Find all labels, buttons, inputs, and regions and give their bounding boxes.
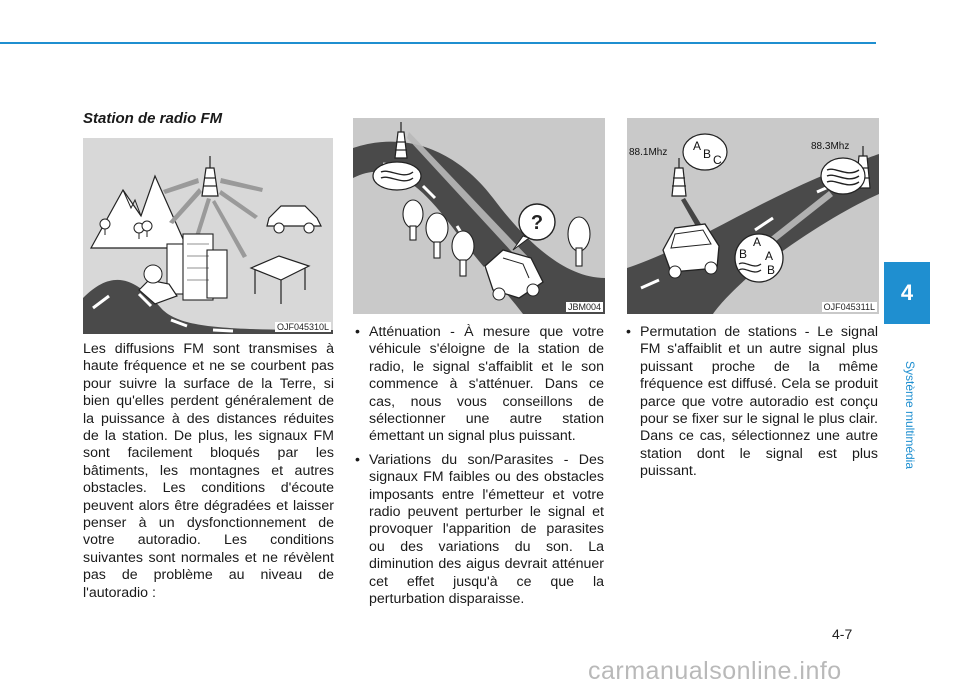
fm-transmission-illustration: [83, 138, 333, 334]
figure-attenuation: [353, 118, 605, 314]
page-number: 4-7: [832, 626, 853, 642]
bubble-letter-c: C: [713, 153, 722, 167]
header-rule: [0, 42, 876, 44]
column-3: [626, 324, 878, 487]
bullet-dot: •: [355, 324, 360, 340]
bullet-text: Permutation de stations - Le signal FM s'affaiblit et un autre signal plus puissant proche de la même fréquence est diffusé. Cela se produit parce que votre autoradio est conçu pour se fixer sur le signal le plus clair. Dans ce cas, sélectionnez une autre station dont le signal est plus puissant.: [640, 324, 878, 480]
watermark: carmanualsonline.info: [588, 657, 842, 685]
column-2: [355, 324, 604, 615]
figure-station-switch: [627, 118, 879, 314]
freq-label-left: 88.1Mhz: [629, 147, 668, 158]
bubble-letter-b: B: [739, 247, 748, 261]
section-title: Station de radio FM: [83, 110, 223, 127]
bubble-letter-a: A: [753, 235, 762, 249]
bubble-letter-b: B: [703, 147, 712, 161]
figure-fm-transmission: [83, 138, 333, 334]
bubble-letter-b: B: [767, 263, 776, 277]
chapter-label: [896, 330, 924, 500]
bullet-text: Variations du son/Parasites - Des signaux FM faibles ou des obstacles imposants entre l'émetteur et votre radio peuvent perturber le signal et provoquer l'apparition de parasites ou des variations du son. La diminution des aigus devrait atténuer cet effet jusqu'à ce que la perturbation disparaisse.: [369, 451, 604, 608]
column-1: [83, 341, 334, 602]
bullet-attenuation: [355, 324, 604, 446]
bullet-dot: •: [626, 324, 631, 340]
question-mark: ?: [530, 212, 544, 234]
bullet-interference: [355, 452, 604, 609]
bullet-text: Atténuation - À mesure que votre véhicule s'éloigne de la station de radio, le signal s'affaiblit et le son commence à s'atténuer. Dans ce cas, nous vous conseillons de sélectionner une autre station émettant un signal plus puissant.: [369, 324, 604, 445]
bullet-dot: •: [355, 451, 360, 468]
chapter-label-text: Système multimédia: [903, 360, 917, 470]
bullet-station-switch: [626, 324, 878, 481]
figure-code: OJF045311L: [823, 302, 875, 312]
intro-paragraph: Les diffusions FM sont transmises à haute fréquence et ne se courbent pas pour suivre la surface de la Terre, si bien qu'elles perdent généralement de la puissance à des distances réduites de la station. De plus, les signaux FM sont facilement bloqués par les bâtiments, les montagnes et autres obstacles. Les conditions d'écoute peuvent alors être dégradées et laisser penser à un dysfonctionnement de votre autoradio. Les conditions suivantes sont normales et ne révèlent pas de problème au niveau de l'autoradio :: [83, 341, 334, 601]
station-switch-illustration: [627, 118, 879, 314]
freq-label-right: 88.3Mhz: [811, 141, 850, 152]
bubble-letter-a: A: [693, 139, 702, 153]
figure-code: JBM004: [567, 302, 601, 312]
figure-code: OJF045310L: [276, 322, 329, 332]
attenuation-illustration: [353, 118, 605, 314]
chapter-tab: 4: [884, 262, 930, 324]
bubble-letter-a: A: [765, 249, 774, 263]
